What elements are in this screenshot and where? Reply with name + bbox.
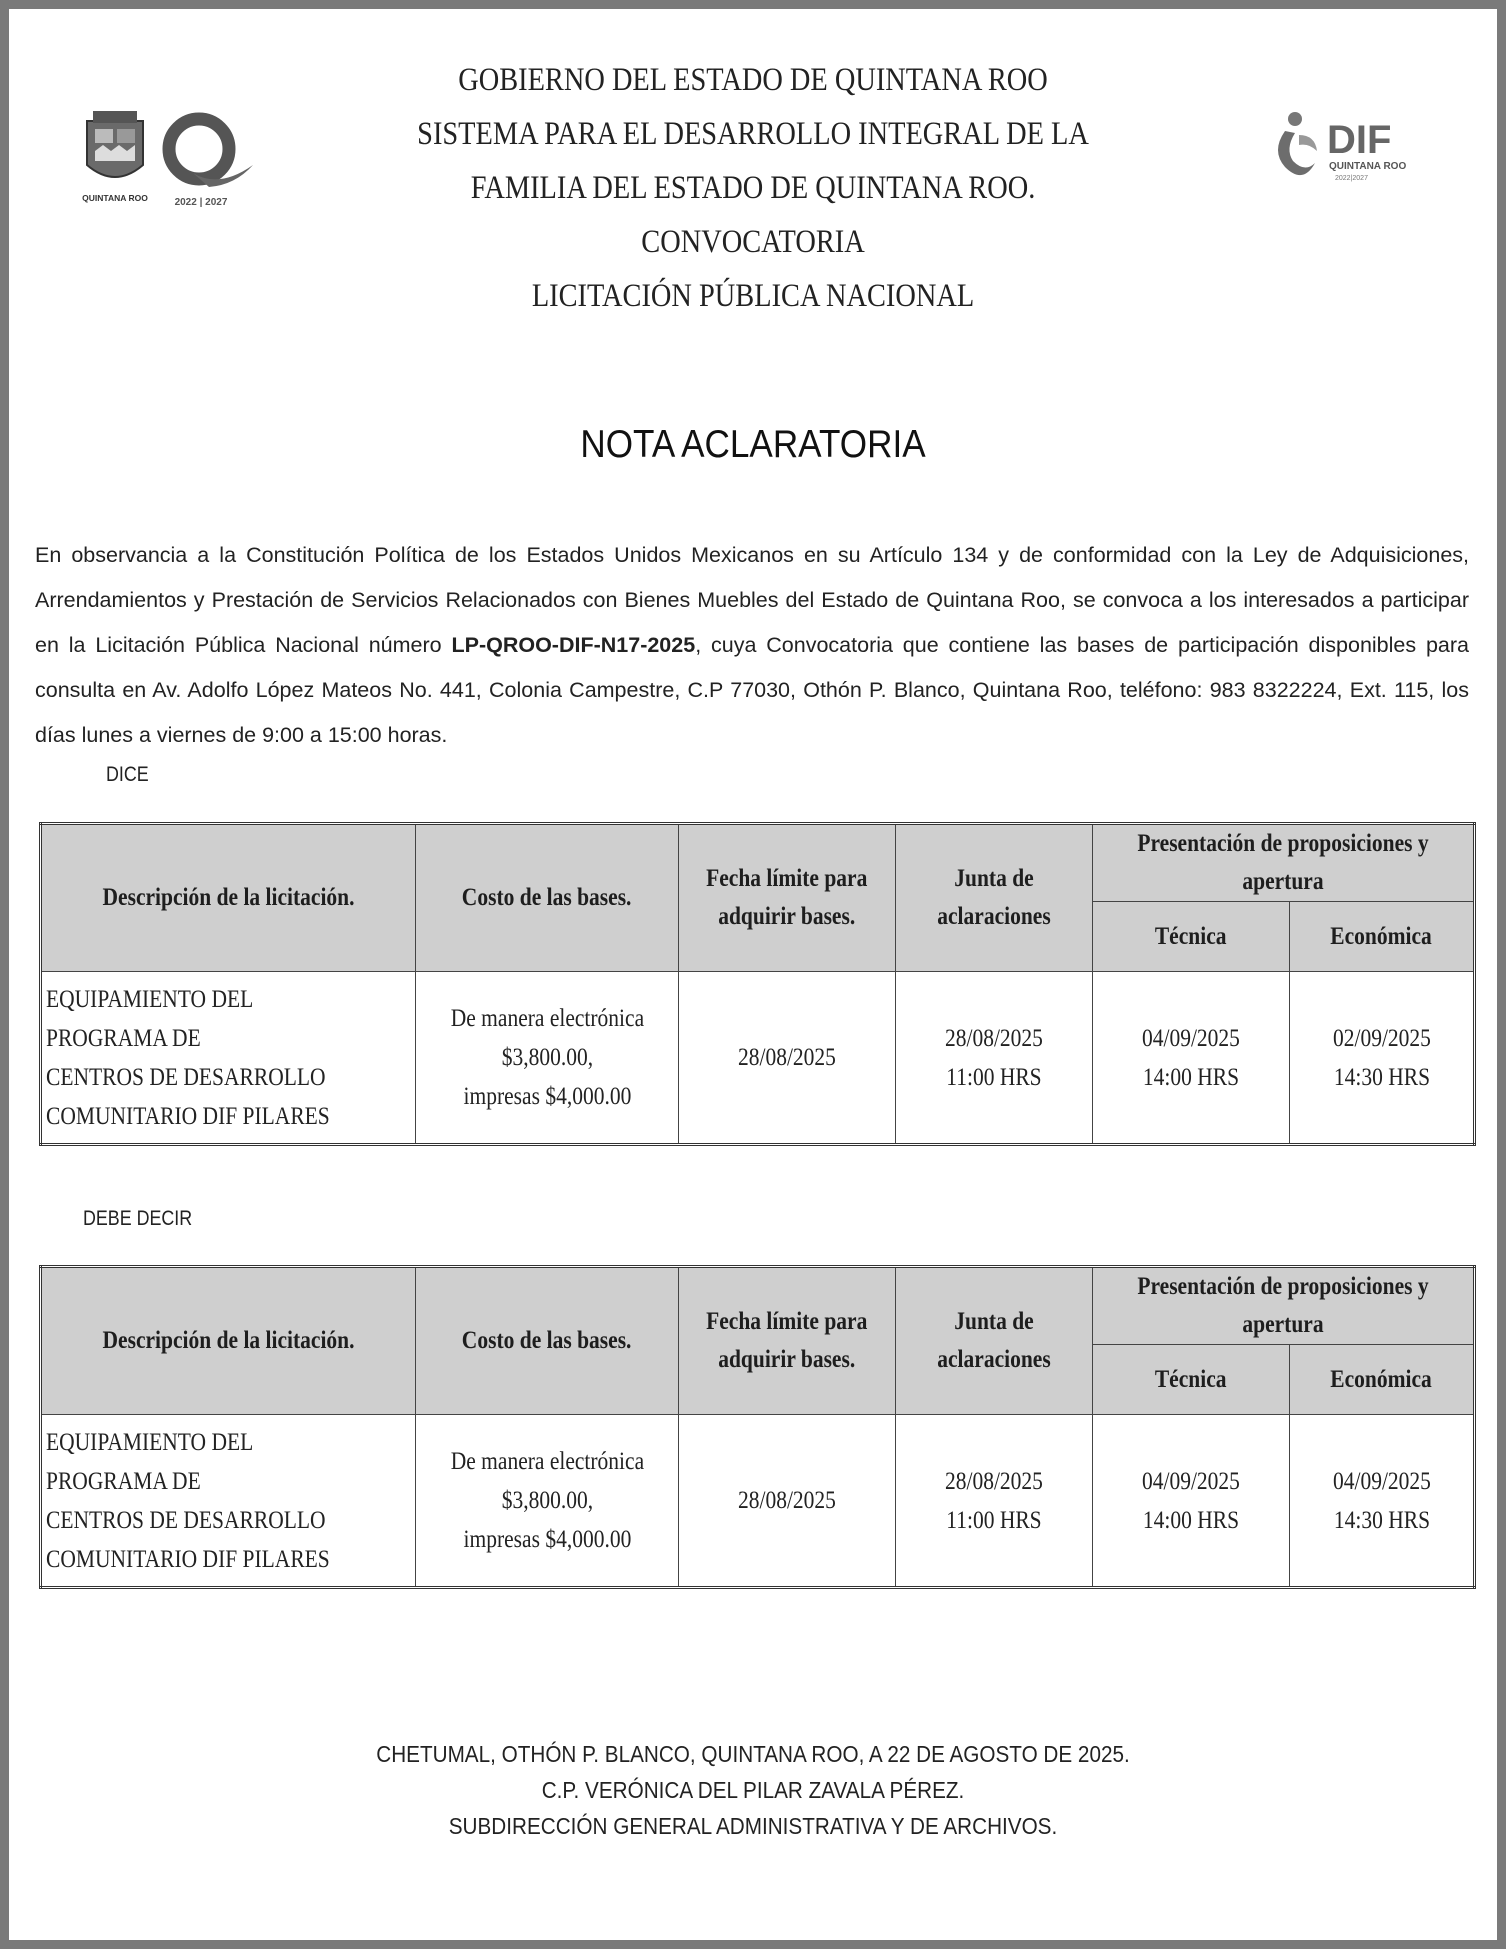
cell-tecnica: 04/09/2025 14:00 HRS — [1093, 972, 1290, 1145]
cell-tecnica: 04/09/2025 14:00 HRS — [1093, 1415, 1290, 1588]
cell-descripcion: EQUIPAMIENTO DEL PROGRAMA DE CENTROS DE DESARROLLO COMUNITARIO DIF PILARES — [41, 972, 416, 1145]
cell-junta: 28/08/2025 11:00 HRS — [896, 1415, 1093, 1588]
cell-fecha: 28/08/2025 — [679, 1415, 896, 1588]
intro-paragraph — [35, 533, 1469, 758]
signature-block — [9, 1736, 1497, 1844]
licitacion-number: LP-QROO-DIF-N17-2025 — [451, 633, 696, 657]
header-fecha-limite: Fecha límite para adquirir bases. — [679, 824, 896, 972]
header-line-4: CONVOCATORIA — [641, 224, 865, 260]
cell-junta: 28/08/2025 11:00 HRS — [896, 972, 1093, 1145]
header-costo: Costo de las bases. — [416, 1267, 679, 1415]
header-line-2: SISTEMA PARA EL DESARROLLO INTEGRAL DE LA — [417, 116, 1089, 152]
state-coat-of-arms-logo — [73, 103, 157, 207]
cell-fecha: 28/08/2025 — [679, 972, 896, 1145]
header-presentacion: Presentación de proposiciones y apertura — [1093, 824, 1475, 902]
q-government-logo — [149, 107, 257, 209]
document-title: NOTA ACLARATORIA — [580, 423, 926, 466]
cell-economica: 04/09/2025 14:30 HRS — [1290, 1415, 1475, 1588]
debe-decir-table — [39, 1265, 1476, 1589]
header-line-1: GOBIERNO DEL ESTADO DE QUINTANA ROO — [458, 62, 1048, 98]
header-junta: Junta de aclaraciones — [896, 824, 1093, 972]
footer-signer-department: SUBDIRECCIÓN GENERAL ADMINISTRATIVA Y DE ARCHIVOS. — [448, 1813, 1058, 1839]
header-descripcion: Descripción de la licitación. — [41, 824, 416, 972]
header-tecnica: Técnica — [1093, 1345, 1290, 1415]
intro-text-part1: En observancia a la Constitución Política de los Estados Unidos Mexicanos en su Artículo 134 y de conformidad con la Ley de Adquisiciones, Arrendamientos y Prestación de Servicios Relacionados con Bienes Muebles del Estado de Quintana Roo, se convoca a los interesados a participar en la Licitación Pública Nacional número — [35, 543, 1469, 657]
svg-text:QUINTANA ROO: QUINTANA ROO — [82, 193, 148, 203]
cell-costo: De manera electrónica $3,800.00, impresas $4,000.00 — [416, 1415, 679, 1588]
cell-descripcion: EQUIPAMIENTO DEL PROGRAMA DE CENTROS DE DESARROLLO COMUNITARIO DIF PILARES — [41, 1415, 416, 1588]
header-line-3: FAMILIA DEL ESTADO DE QUINTANA ROO. — [470, 170, 1036, 206]
header-line-5: LICITACIÓN PÚBLICA NACIONAL — [531, 278, 975, 314]
table-row — [41, 1415, 1475, 1588]
header-economica: Económica — [1290, 902, 1475, 972]
header-costo: Costo de las bases. — [416, 824, 679, 972]
cell-costo: De manera electrónica $3,800.00, impresas $4,000.00 — [416, 972, 679, 1145]
dice-label: DICE — [106, 763, 149, 786]
dif-logo — [1265, 101, 1435, 201]
header-descripcion: Descripción de la licitación. — [41, 1267, 416, 1415]
header-fecha-limite: Fecha límite para adquirir bases. — [679, 1267, 896, 1415]
debe-decir-label: DEBE DECIR — [83, 1207, 193, 1230]
svg-text:2022|2027: 2022|2027 — [1335, 175, 1368, 182]
header-economica: Económica — [1290, 1345, 1475, 1415]
header-presentacion: Presentación de proposiciones y apertura — [1093, 1267, 1475, 1345]
table-row — [41, 972, 1475, 1145]
header-title-block — [371, 53, 1135, 323]
footer-place-date: CHETUMAL, OTHÓN P. BLANCO, QUINTANA ROO, A 22 DE AGOSTO DE 2025. — [376, 1741, 1130, 1767]
header-junta: Junta de aclaraciones — [896, 1267, 1093, 1415]
intro-text-part2: , cuya Convocatoria que contiene las bases de participación disponibles para consulta en Av. Adolfo López Mateos No. 441, Colonia Campestre, C.P 77030, Othón P. Blanco, Quintana Roo, teléfono: 983 8322224, Ext. 115, los días lunes a viernes de 9:00 a 15:00 horas. — [35, 633, 1469, 747]
header-tecnica: Técnica — [1093, 902, 1290, 972]
cell-economica: 02/09/2025 14:30 HRS — [1290, 972, 1475, 1145]
svg-text:DIF: DIF — [1327, 118, 1392, 162]
svg-text:2022 | 2027: 2022 | 2027 — [174, 197, 228, 208]
footer-signer-name: C.P. VERÓNICA DEL PILAR ZAVALA PÉREZ. — [541, 1777, 965, 1803]
dice-table — [39, 822, 1476, 1146]
document-page — [9, 9, 1497, 1940]
svg-text:QUINTANA ROO: QUINTANA ROO — [1329, 161, 1407, 172]
